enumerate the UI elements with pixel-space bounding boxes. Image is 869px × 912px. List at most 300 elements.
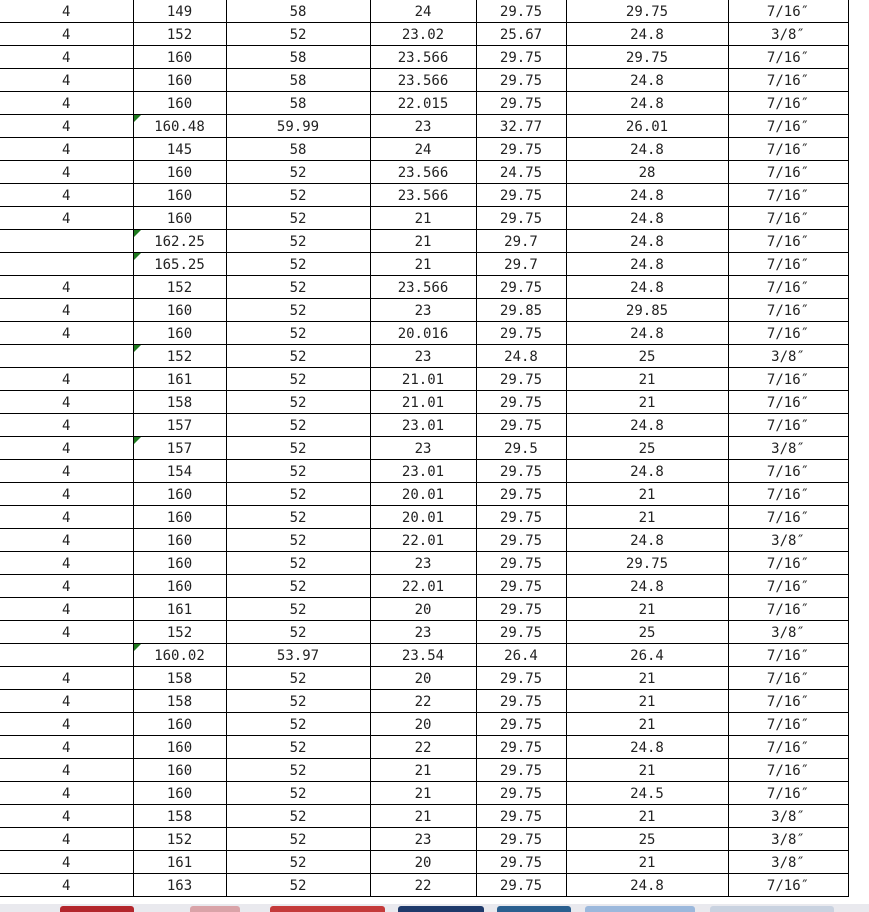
table-cell-d[interactable]: 20 (370, 598, 476, 621)
table-cell-f[interactable]: 24.8 (566, 322, 728, 345)
table-cell-c[interactable]: 52 (226, 598, 370, 621)
table-cell-g[interactable]: 7/16″ (728, 460, 848, 483)
table-cell-g[interactable]: 7/16″ (728, 506, 848, 529)
table-cell-f[interactable]: 24.8 (566, 184, 728, 207)
table-cell-f[interactable]: 25 (566, 437, 728, 460)
table-cell-f[interactable]: 28 (566, 161, 728, 184)
table-row (0, 851, 848, 874)
table-cell-b[interactable]: 160 (133, 184, 226, 207)
table-cell-c[interactable]: 53.97 (226, 644, 370, 667)
table-cell-f[interactable]: 21 (566, 506, 728, 529)
table-cell-c[interactable]: 52 (226, 759, 370, 782)
table-cell-b[interactable]: 162.25 (133, 230, 226, 253)
table-cell-a[interactable]: 4 (0, 667, 133, 690)
table-cell-e[interactable]: 29.75 (476, 782, 566, 805)
table-row (0, 782, 848, 805)
table-cell-a[interactable]: 4 (0, 506, 133, 529)
table-row (0, 276, 848, 299)
table-cell-b[interactable]: 157 (133, 414, 226, 437)
table-cell-a[interactable]: 4 (0, 621, 133, 644)
table-cell-f[interactable]: 24.8 (566, 230, 728, 253)
table-cell-d[interactable]: 21 (370, 782, 476, 805)
table-cell-e[interactable]: 24.75 (476, 161, 566, 184)
table-cell-e[interactable]: 25.67 (476, 23, 566, 46)
table-cell-g[interactable]: 7/16″ (728, 575, 848, 598)
table-cell-f[interactable]: 21 (566, 368, 728, 391)
table-cell-f[interactable]: 24.8 (566, 460, 728, 483)
table-cell-g[interactable]: 7/16″ (728, 92, 848, 115)
table-cell-d[interactable]: 23.54 (370, 644, 476, 667)
table-cell-d[interactable]: 21 (370, 759, 476, 782)
table-cell-a[interactable]: 4 (0, 299, 133, 322)
table-cell-e[interactable]: 24.8 (476, 345, 566, 368)
table-cell-e[interactable]: 29.75 (476, 460, 566, 483)
table-cell-b[interactable]: 160.48 (133, 115, 226, 138)
table-cell-e[interactable]: 29.75 (476, 207, 566, 230)
table-cell-a[interactable]: 4 (0, 805, 133, 828)
table-cell-c[interactable]: 52 (226, 299, 370, 322)
table-cell-a[interactable]: 4 (0, 69, 133, 92)
table-cell-e[interactable]: 29.75 (476, 759, 566, 782)
taskbar-app-icon[interactable] (398, 906, 484, 912)
table-row (0, 115, 848, 138)
table-cell-g[interactable]: 7/16″ (728, 598, 848, 621)
table-cell-c[interactable]: 52 (226, 414, 370, 437)
table-cell-g[interactable]: 7/16″ (728, 230, 848, 253)
table-cell-e[interactable]: 29.75 (476, 391, 566, 414)
table-cell-e[interactable]: 29.75 (476, 92, 566, 115)
table-cell-b[interactable]: 160 (133, 161, 226, 184)
table-cell-b[interactable]: 160 (133, 46, 226, 69)
table-cell-g[interactable]: 7/16″ (728, 736, 848, 759)
table-cell-d[interactable]: 23.01 (370, 460, 476, 483)
table-cell-g[interactable]: 3/8″ (728, 23, 848, 46)
table-cell-e[interactable]: 29.75 (476, 851, 566, 874)
table-cell-b[interactable]: 160 (133, 552, 226, 575)
table-row (0, 736, 848, 759)
table-cell-c[interactable]: 52 (226, 552, 370, 575)
table-cell-g[interactable]: 7/16″ (728, 276, 848, 299)
table-cell-g[interactable]: 7/16″ (728, 483, 848, 506)
table-cell-e[interactable]: 29.75 (476, 529, 566, 552)
table-cell-f[interactable]: 25 (566, 345, 728, 368)
table-cell-f[interactable]: 29.75 (566, 46, 728, 69)
table-cell-f[interactable]: 21 (566, 483, 728, 506)
taskbar-app-icon[interactable] (710, 906, 834, 912)
table-row (0, 667, 848, 690)
table-cell-g[interactable]: 7/16″ (728, 69, 848, 92)
table-cell-c[interactable]: 52 (226, 23, 370, 46)
table-cell-g[interactable]: 7/16″ (728, 782, 848, 805)
table-cell-f[interactable]: 24.8 (566, 23, 728, 46)
table-cell-e[interactable]: 29.75 (476, 69, 566, 92)
table-cell-f[interactable]: 21 (566, 851, 728, 874)
table-cell-d[interactable]: 20 (370, 667, 476, 690)
table-cell-d[interactable]: 21 (370, 253, 476, 276)
table-cell-c[interactable]: 52 (226, 161, 370, 184)
table-cell-c[interactable]: 52 (226, 575, 370, 598)
table-cell-e[interactable]: 29.75 (476, 138, 566, 161)
table-cell-e[interactable]: 29.75 (476, 575, 566, 598)
table-cell-d[interactable]: 24 (370, 138, 476, 161)
table-cell-b[interactable]: 160 (133, 575, 226, 598)
taskbar-strip (0, 904, 869, 912)
table-row (0, 391, 848, 414)
table-cell-e[interactable]: 29.75 (476, 506, 566, 529)
table-cell-e[interactable]: 29.85 (476, 299, 566, 322)
table-cell-c[interactable]: 52 (226, 368, 370, 391)
table-cell-g[interactable]: 7/16″ (728, 391, 848, 414)
table-cell-g[interactable]: 7/16″ (728, 299, 848, 322)
table-cell-c[interactable]: 52 (226, 276, 370, 299)
table-cell-f[interactable]: 24.8 (566, 736, 728, 759)
table-cell-e[interactable]: 29.75 (476, 322, 566, 345)
table-cell-e[interactable]: 29.7 (476, 230, 566, 253)
table-cell-a[interactable]: 4 (0, 115, 133, 138)
table-cell-a[interactable]: 4 (0, 414, 133, 437)
table-cell-f[interactable]: 29.75 (566, 0, 728, 23)
table-cell-c[interactable]: 52 (226, 184, 370, 207)
table-cell-d[interactable]: 20 (370, 713, 476, 736)
table-cell-d[interactable]: 23.566 (370, 184, 476, 207)
table-cell-f[interactable]: 29.85 (566, 299, 728, 322)
table-cell-e[interactable]: 29.75 (476, 690, 566, 713)
table-cell-g[interactable]: 7/16″ (728, 0, 848, 23)
table-cell-d[interactable]: 23.566 (370, 161, 476, 184)
table-cell-d[interactable]: 23.02 (370, 23, 476, 46)
table-cell-b[interactable]: 152 (133, 828, 226, 851)
table-cell-a[interactable]: 4 (0, 92, 133, 115)
table-cell-d[interactable]: 22.015 (370, 92, 476, 115)
table-cell-f[interactable]: 24.8 (566, 253, 728, 276)
table-cell-b[interactable]: 161 (133, 851, 226, 874)
table-cell-a[interactable]: 4 (0, 46, 133, 69)
table-cell-f[interactable]: 24.5 (566, 782, 728, 805)
table-cell-d[interactable]: 23 (370, 345, 476, 368)
table-cell-g[interactable]: 7/16″ (728, 874, 848, 897)
table-cell-c[interactable]: 52 (226, 506, 370, 529)
table-cell-e[interactable]: 29.75 (476, 0, 566, 23)
table-cell-d[interactable]: 22 (370, 874, 476, 897)
table-cell-d[interactable]: 22 (370, 690, 476, 713)
table-cell-g[interactable]: 3/8″ (728, 345, 848, 368)
table-cell-e[interactable]: 29.75 (476, 621, 566, 644)
table-cell-d[interactable]: 21 (370, 805, 476, 828)
table-cell-e[interactable]: 29.75 (476, 828, 566, 851)
table-cell-a[interactable]: 4 (0, 0, 133, 23)
table-cell-f[interactable]: 24.8 (566, 276, 728, 299)
table-cell-e[interactable]: 29.75 (476, 598, 566, 621)
table-cell-a[interactable]: 4 (0, 276, 133, 299)
table-cell-c[interactable]: 52 (226, 621, 370, 644)
table-cell-a[interactable]: 4 (0, 460, 133, 483)
table-cell-c[interactable]: 52 (226, 207, 370, 230)
table-cell-b[interactable]: 165.25 (133, 253, 226, 276)
table-cell-a[interactable]: 4 (0, 598, 133, 621)
table-cell-b[interactable]: 160 (133, 483, 226, 506)
table-cell-g[interactable]: 7/16″ (728, 690, 848, 713)
table-cell-b[interactable]: 160 (133, 736, 226, 759)
table-cell-c[interactable]: 52 (226, 253, 370, 276)
table-row (0, 713, 848, 736)
table-cell-a[interactable] (0, 230, 133, 253)
table-cell-a[interactable] (0, 345, 133, 368)
table-cell-g[interactable]: 7/16″ (728, 253, 848, 276)
table-cell-c[interactable]: 52 (226, 690, 370, 713)
table-cell-f[interactable]: 21 (566, 598, 728, 621)
table-cell-a[interactable]: 4 (0, 368, 133, 391)
table-cell-d[interactable]: 20 (370, 851, 476, 874)
table-cell-f[interactable]: 24.8 (566, 138, 728, 161)
table-cell-d[interactable]: 23.01 (370, 414, 476, 437)
table-cell-b[interactable]: 160 (133, 713, 226, 736)
table-cell-a[interactable]: 4 (0, 690, 133, 713)
table-cell-c[interactable]: 52 (226, 345, 370, 368)
table-cell-c[interactable]: 52 (226, 713, 370, 736)
table-row (0, 437, 848, 460)
table-cell-b[interactable]: 158 (133, 667, 226, 690)
table-cell-f[interactable]: 29.75 (566, 552, 728, 575)
table-cell-e[interactable]: 29.75 (476, 736, 566, 759)
table-cell-f[interactable]: 24.8 (566, 575, 728, 598)
table-cell-c[interactable]: 52 (226, 460, 370, 483)
table-cell-a[interactable]: 4 (0, 437, 133, 460)
table-cell-c[interactable]: 52 (226, 437, 370, 460)
taskbar-app-icon[interactable] (497, 906, 571, 912)
table-cell-d[interactable]: 21.01 (370, 368, 476, 391)
table-cell-g[interactable]: 3/8″ (728, 851, 848, 874)
table-cell-e[interactable]: 29.75 (476, 874, 566, 897)
table-cell-d[interactable]: 20.01 (370, 506, 476, 529)
table-cell-a[interactable]: 4 (0, 736, 133, 759)
table-cell-c[interactable]: 52 (226, 483, 370, 506)
table-cell-b[interactable]: 152 (133, 345, 226, 368)
table-cell-a[interactable]: 4 (0, 391, 133, 414)
table-cell-a[interactable]: 4 (0, 483, 133, 506)
table-cell-c[interactable]: 58 (226, 0, 370, 23)
table-cell-g[interactable]: 7/16″ (728, 46, 848, 69)
table-cell-f[interactable]: 26.01 (566, 115, 728, 138)
table-cell-g[interactable]: 7/16″ (728, 552, 848, 575)
table-cell-a[interactable]: 4 (0, 782, 133, 805)
taskbar-app-icon[interactable] (585, 906, 695, 912)
table-cell-f[interactable]: 21 (566, 667, 728, 690)
table-cell-b[interactable]: 160.02 (133, 644, 226, 667)
table-cell-b[interactable]: 157 (133, 437, 226, 460)
table-cell-e[interactable]: 26.4 (476, 644, 566, 667)
table-cell-b[interactable]: 158 (133, 690, 226, 713)
table-cell-c[interactable]: 52 (226, 782, 370, 805)
table-cell-f[interactable]: 26.4 (566, 644, 728, 667)
table-cell-c[interactable]: 58 (226, 138, 370, 161)
table-cell-g[interactable]: 7/16″ (728, 368, 848, 391)
table-cell-g[interactable]: 7/16″ (728, 184, 848, 207)
table-cell-d[interactable]: 24 (370, 0, 476, 23)
table-row (0, 506, 848, 529)
table-cell-e[interactable]: 29.7 (476, 253, 566, 276)
table-cell-g[interactable]: 7/16″ (728, 667, 848, 690)
table-cell-b[interactable]: 149 (133, 0, 226, 23)
table-cell-d[interactable]: 23 (370, 115, 476, 138)
table-cell-g[interactable]: 3/8″ (728, 437, 848, 460)
table-cell-d[interactable]: 23 (370, 828, 476, 851)
table-cell-f[interactable]: 21 (566, 391, 728, 414)
table-cell-d[interactable]: 23 (370, 437, 476, 460)
table-cell-f[interactable]: 25 (566, 828, 728, 851)
table-cell-b[interactable]: 160 (133, 299, 226, 322)
table-cell-d[interactable]: 22.01 (370, 529, 476, 552)
table-cell-g[interactable]: 3/8″ (728, 805, 848, 828)
table-cell-g[interactable]: 7/16″ (728, 115, 848, 138)
table-row (0, 23, 848, 46)
table-cell-g[interactable]: 7/16″ (728, 322, 848, 345)
table-cell-a[interactable]: 4 (0, 138, 133, 161)
table-cell-g[interactable]: 7/16″ (728, 138, 848, 161)
table-cell-e[interactable]: 29.75 (476, 368, 566, 391)
table-cell-e[interactable]: 29.75 (476, 414, 566, 437)
table-cell-f[interactable]: 21 (566, 805, 728, 828)
table-cell-f[interactable]: 24.8 (566, 414, 728, 437)
table-cell-c[interactable]: 52 (226, 851, 370, 874)
table-cell-g[interactable]: 3/8″ (728, 828, 848, 851)
table-cell-g[interactable]: 7/16″ (728, 161, 848, 184)
table-cell-d[interactable]: 23.566 (370, 46, 476, 69)
table-cell-b[interactable]: 161 (133, 598, 226, 621)
table-row (0, 828, 848, 851)
table-cell-c[interactable]: 58 (226, 69, 370, 92)
table-cell-b[interactable]: 152 (133, 621, 226, 644)
table-cell-b[interactable]: 154 (133, 460, 226, 483)
table-row (0, 345, 848, 368)
table-cell-e[interactable]: 32.77 (476, 115, 566, 138)
table-cell-g[interactable]: 7/16″ (728, 713, 848, 736)
table-cell-e[interactable]: 29.75 (476, 184, 566, 207)
table-cell-d[interactable]: 23.566 (370, 276, 476, 299)
table-cell-b[interactable]: 163 (133, 874, 226, 897)
table-cell-c[interactable]: 52 (226, 667, 370, 690)
table-cell-g[interactable]: 7/16″ (728, 644, 848, 667)
table-cell-a[interactable]: 4 (0, 874, 133, 897)
table-cell-e[interactable]: 29.75 (476, 276, 566, 299)
table-cell-c[interactable]: 52 (226, 874, 370, 897)
table-cell-f[interactable]: 24.8 (566, 92, 728, 115)
table-cell-a[interactable]: 4 (0, 828, 133, 851)
table-cell-b[interactable]: 145 (133, 138, 226, 161)
table-cell-d[interactable]: 20.016 (370, 322, 476, 345)
table-cell-b[interactable]: 160 (133, 529, 226, 552)
table-cell-d[interactable]: 23 (370, 621, 476, 644)
table-cell-f[interactable]: 21 (566, 690, 728, 713)
table-cell-f[interactable]: 21 (566, 759, 728, 782)
table-cell-a[interactable]: 4 (0, 851, 133, 874)
table-cell-e[interactable]: 29.75 (476, 713, 566, 736)
table-cell-b[interactable]: 161 (133, 368, 226, 391)
table-row (0, 322, 848, 345)
table-row (0, 368, 848, 391)
table-cell-d[interactable]: 23 (370, 552, 476, 575)
table-cell-b[interactable]: 158 (133, 391, 226, 414)
table-cell-a[interactable] (0, 253, 133, 276)
table-cell-f[interactable]: 24.8 (566, 69, 728, 92)
table-cell-c[interactable]: 52 (226, 805, 370, 828)
table-cell-e[interactable]: 29.75 (476, 552, 566, 575)
table-cell-c[interactable]: 52 (226, 736, 370, 759)
table-cell-c[interactable]: 52 (226, 322, 370, 345)
table-cell-b[interactable]: 160 (133, 92, 226, 115)
table-cell-b[interactable]: 160 (133, 322, 226, 345)
table-cell-e[interactable]: 29.75 (476, 46, 566, 69)
table-cell-g[interactable]: 7/16″ (728, 414, 848, 437)
table-cell-c[interactable]: 52 (226, 230, 370, 253)
table-cell-g[interactable]: 3/8″ (728, 621, 848, 644)
table-cell-g[interactable]: 3/8″ (728, 529, 848, 552)
table-cell-c[interactable]: 59.99 (226, 115, 370, 138)
table-cell-d[interactable]: 23.566 (370, 69, 476, 92)
taskbar-app-icon[interactable] (60, 906, 134, 912)
table-cell-f[interactable]: 24.8 (566, 874, 728, 897)
table-cell-a[interactable]: 4 (0, 322, 133, 345)
table-cell-b[interactable]: 160 (133, 506, 226, 529)
table-cell-a[interactable]: 4 (0, 575, 133, 598)
table-row (0, 138, 848, 161)
taskbar-app-icon[interactable] (190, 906, 240, 912)
table-cell-a[interactable]: 4 (0, 552, 133, 575)
table-cell-g[interactable]: 7/16″ (728, 207, 848, 230)
table-cell-d[interactable]: 23 (370, 299, 476, 322)
table-cell-c[interactable]: 52 (226, 391, 370, 414)
table-cell-d[interactable]: 21 (370, 230, 476, 253)
table-cell-f[interactable]: 21 (566, 713, 728, 736)
table-cell-d[interactable]: 21.01 (370, 391, 476, 414)
table-cell-b[interactable]: 152 (133, 276, 226, 299)
table-cell-f[interactable]: 24.8 (566, 529, 728, 552)
table-cell-c[interactable]: 52 (226, 529, 370, 552)
table-cell-d[interactable]: 22 (370, 736, 476, 759)
table-cell-e[interactable]: 29.75 (476, 667, 566, 690)
table-row (0, 92, 848, 115)
table-cell-a[interactable]: 4 (0, 713, 133, 736)
taskbar-app-icon[interactable] (270, 906, 385, 912)
table-cell-b[interactable]: 160 (133, 759, 226, 782)
table-cell-d[interactable]: 21 (370, 207, 476, 230)
table-cell-f[interactable]: 25 (566, 621, 728, 644)
table-cell-f[interactable]: 24.8 (566, 207, 728, 230)
table-cell-a[interactable]: 4 (0, 207, 133, 230)
table-cell-c[interactable]: 58 (226, 46, 370, 69)
table-cell-e[interactable]: 29.75 (476, 805, 566, 828)
table-cell-c[interactable]: 58 (226, 92, 370, 115)
table-cell-a[interactable]: 4 (0, 529, 133, 552)
table-cell-b[interactable]: 158 (133, 805, 226, 828)
table-cell-b[interactable]: 160 (133, 207, 226, 230)
table-cell-g[interactable]: 7/16″ (728, 759, 848, 782)
table-cell-e[interactable]: 29.75 (476, 483, 566, 506)
table-cell-d[interactable]: 22.01 (370, 575, 476, 598)
table-cell-a[interactable]: 4 (0, 161, 133, 184)
table-cell-a[interactable]: 4 (0, 759, 133, 782)
table-cell-b[interactable]: 160 (133, 782, 226, 805)
table-cell-a[interactable] (0, 644, 133, 667)
table-cell-c[interactable]: 52 (226, 828, 370, 851)
table-cell-b[interactable]: 160 (133, 69, 226, 92)
table-cell-a[interactable]: 4 (0, 184, 133, 207)
table-cell-d[interactable]: 20.01 (370, 483, 476, 506)
table-cell-b[interactable]: 152 (133, 23, 226, 46)
table-row (0, 46, 848, 69)
table-row (0, 575, 848, 598)
table-cell-a[interactable]: 4 (0, 23, 133, 46)
table-cell-e[interactable]: 29.5 (476, 437, 566, 460)
